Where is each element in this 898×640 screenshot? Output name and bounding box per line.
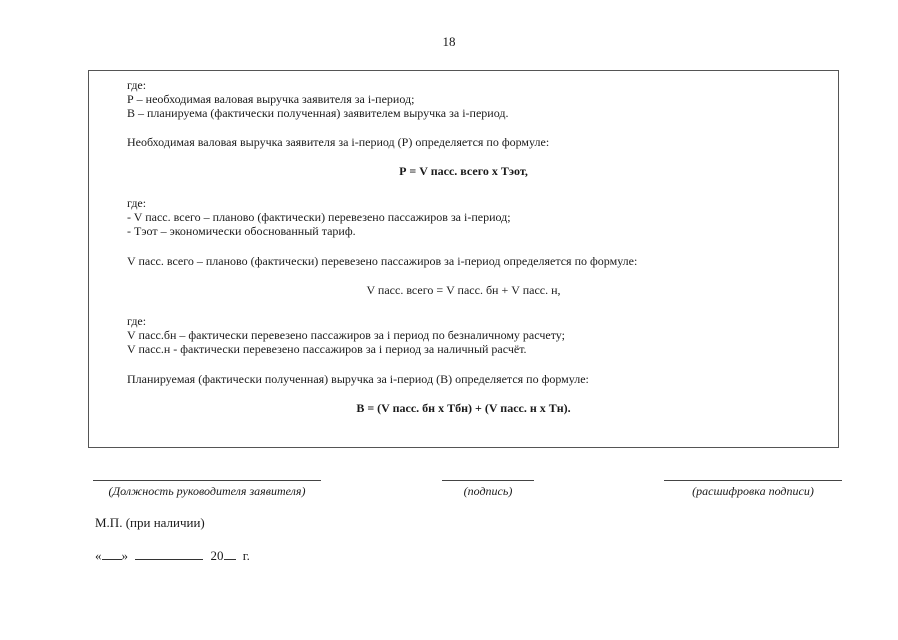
vpass-formula-intro: V пасс. всего – планово (фактически) перевезено пассажиров за i-период определяется по формуле: xyxy=(127,254,638,268)
teot-definition: - Тэот – экономически обоснованный тариф. xyxy=(127,224,356,238)
page-number: 18 xyxy=(442,34,456,49)
decoding-signature-line xyxy=(664,480,842,481)
month-blank xyxy=(135,547,203,560)
signature-line xyxy=(442,480,534,481)
vbn-definition: V пасс.бн – фактически перевезено пассажиров за i период по безналичному расчету; xyxy=(127,328,565,342)
p-formula-intro: Необходимая валовая выручка заявителя за i-период (Р) определяется по формуле: xyxy=(127,135,550,149)
date-open-quote: « xyxy=(95,548,102,563)
signature-caption: (подпись) xyxy=(463,484,513,498)
position-caption: (Должность руководителя заявителя) xyxy=(108,484,306,498)
year-prefix: 20 xyxy=(210,548,224,563)
vpass-definition: - V пасс. всего – планово (фактически) перевезено пассажиров за i-период; xyxy=(127,210,511,224)
year-blank xyxy=(224,547,236,560)
where-label-1: где: xyxy=(127,78,147,92)
position-signature-line xyxy=(93,480,321,481)
day-blank xyxy=(102,547,122,560)
p-definition: Р – необходимая валовая выручка заявителя за i-период; xyxy=(127,92,415,106)
stamp-label: М.П. (при наличии) xyxy=(95,515,205,530)
decoding-caption: (расшифровка подписи) xyxy=(692,484,814,498)
formula-v: V пасс. всего = V пасс. бн + V пасс. н, xyxy=(366,283,561,297)
v-definition: В – планируема (фактически полученная) заявителем выручка за i-период. xyxy=(127,106,509,120)
formula-b: В = (V пасс. бн х Тбн) + (V пасс. н х Тн). xyxy=(356,401,571,415)
year-suffix: г. xyxy=(242,548,250,563)
date-close-quote: » xyxy=(121,548,128,563)
formula-p: Р = V пасс. всего х Тэот, xyxy=(399,164,528,178)
where-label-3: где: xyxy=(127,314,147,328)
vn-definition: V пасс.н - фактически перевезено пассажиров за i период за наличный расчёт. xyxy=(127,342,527,356)
where-label-2: где: xyxy=(127,196,147,210)
formula-box xyxy=(88,70,839,448)
b-formula-intro: Планируемая (фактически полученная) выручка за i-период (В) определяется по формуле: xyxy=(127,372,589,386)
date-line xyxy=(95,547,250,564)
